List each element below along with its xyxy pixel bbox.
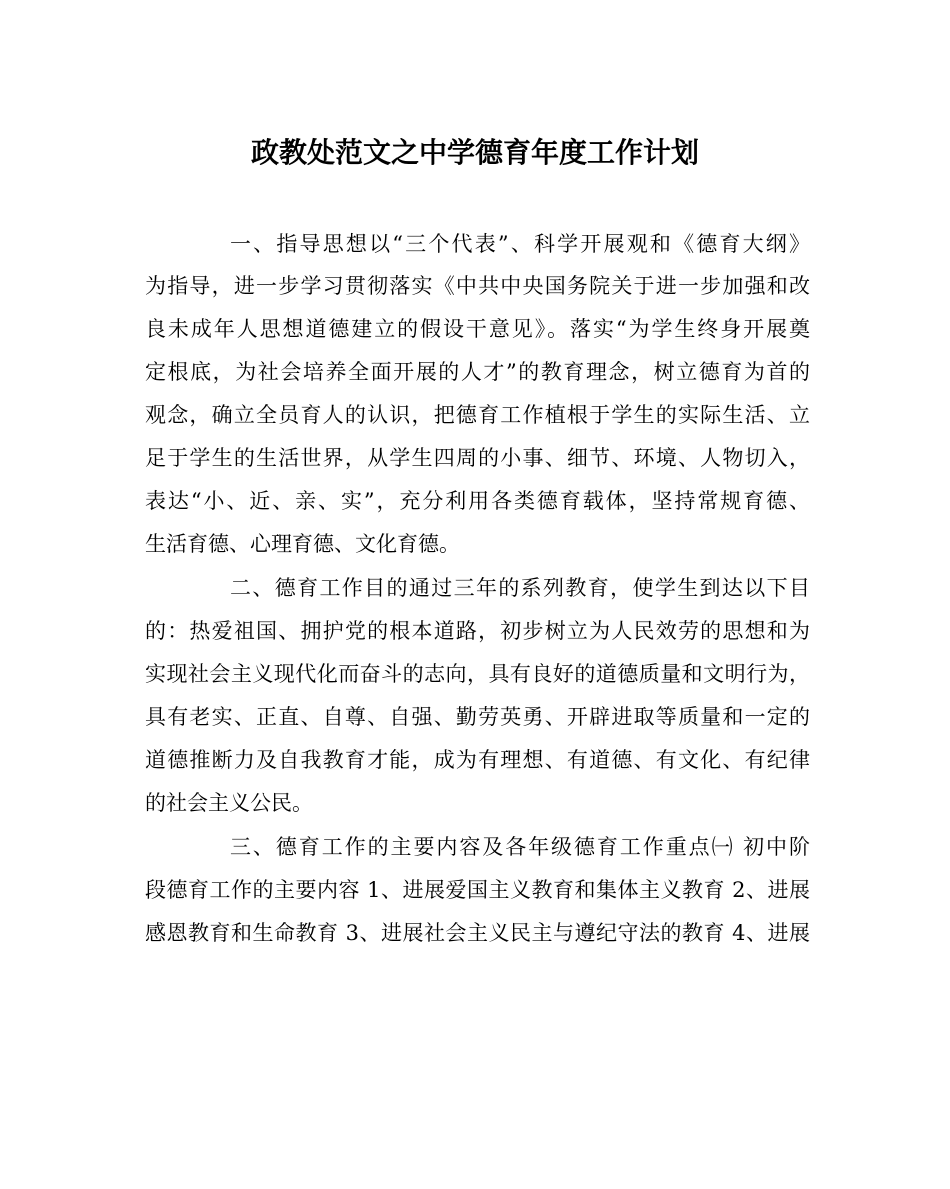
paragraph-1-line-1: 一、指导思想以“三个代表”、科学开展观和《德育大纲》 xyxy=(230,232,810,256)
paragraph-1-line-4: 定根底，为社会培养全面开展的人才”的教育理念，树立德育为首的 xyxy=(145,360,810,384)
paragraph-2-line-3: 实现社会主义现代化而奋斗的志向，具有良好的道德质量和文明行为， xyxy=(145,662,810,686)
paragraph-1-line-5: 观念，确立全员育人的认识，把德育工作植根于学生的实际生活、立 xyxy=(145,403,810,427)
paragraph-3-line-3: 感恩教育和生命教育 3、进展社会主义民主与遵纪守法的教育 4、进展 xyxy=(145,921,810,945)
paragraph-1-line-3: 良未成年人思想道德建立的假设干意见》。落实“为学生终身开展奠 xyxy=(145,317,810,341)
paragraph-2-line-1: 二、德育工作目的通过三年的系列教育，使学生到达以下目 xyxy=(230,576,810,600)
paragraph-3-line-2: 段德育工作的主要内容 1、进展爱国主义教育和集体主义教育 2、进展 xyxy=(145,878,810,902)
paragraph-2-line-6: 的社会主义公民。 xyxy=(145,791,313,815)
paragraph-2-line-5: 道德推断力及自我教育才能，成为有理想、有道德、有文化、有纪律 xyxy=(145,748,810,772)
paragraph-2-line-4: 具有老实、正直、自尊、自强、勤劳英勇、开辟进取等质量和一定的 xyxy=(145,705,810,729)
paragraph-1-line-8: 生活育德、心理育德、文化育德。 xyxy=(145,532,460,556)
paragraph-3-line-1: 三、德育工作的主要内容及各年级德育工作重点㈠ 初中阶 xyxy=(230,835,810,859)
paragraph-2-line-2: 的：热爱祖国、拥护党的根本道路，初步树立为人民效劳的思想和为 xyxy=(145,619,810,643)
paragraph-1-line-6: 足于学生的生活世界，从学生四周的小事、细节、环境、人物切入， xyxy=(145,446,810,470)
document-title: 政教处范文之中学德育年度工作计划 xyxy=(250,136,699,169)
paragraph-1-line-2: 为指导，进一步学习贯彻落实《中共中央国务院关于进一步加强和改 xyxy=(145,274,810,298)
paragraph-1-line-7: 表达“小、近、亲、实”，充分利用各类德育载体，坚持常规育德、 xyxy=(145,489,810,513)
